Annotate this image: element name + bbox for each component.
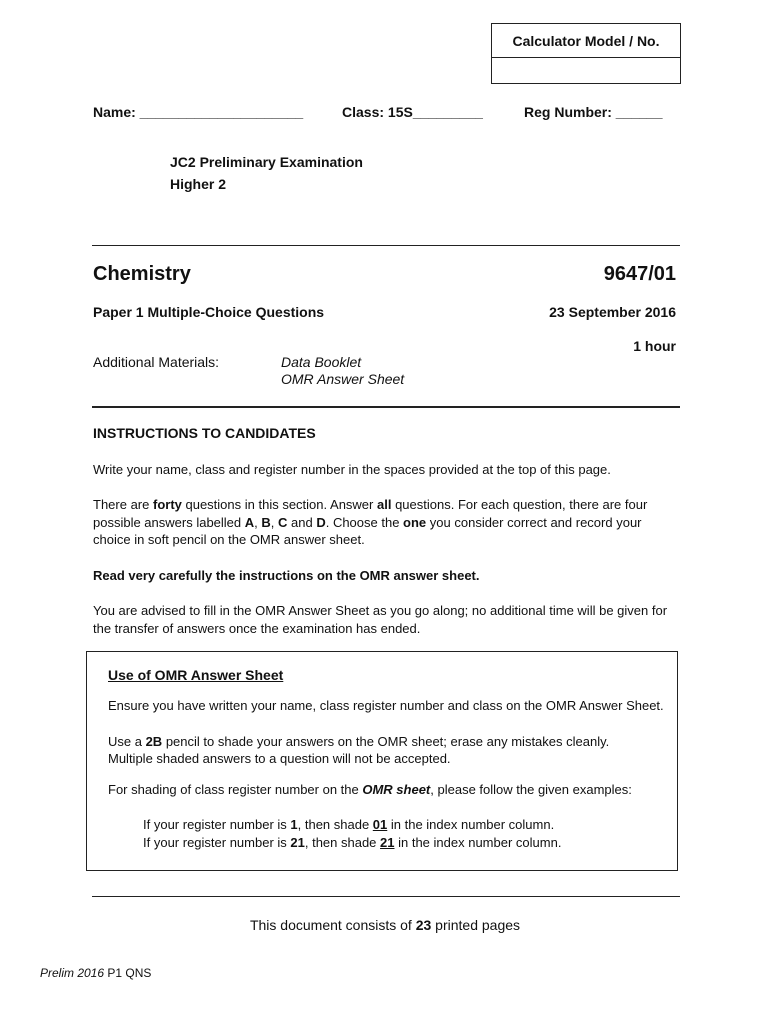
name-field: Name: _____________________ [93,104,304,120]
exam-date: 23 September 2016 [549,304,676,320]
omr-example-1: If your register number is 1, then shade 01 in the index number column. [143,817,555,832]
subject-code: 9647/01 [603,263,676,285]
subject-name: Chemistry [93,263,191,285]
page-count: This document consists of 23 printed pages [249,917,521,933]
omr-paragraph-1: Ensure you have written your name, class register number and class on the OMR Answer Sheet. [108,698,664,713]
material-data-booklet: Data Booklet [281,354,362,370]
instruction-paragraph-3: Read very carefully the instructions on the OMR answer sheet. [93,568,480,583]
materials-label: Additional Materials: [93,354,220,370]
omr-title: Use of OMR Answer Sheet [108,667,284,683]
exam-title: JC2 Preliminary Examination [170,154,363,170]
calculator-label: Calculator Model / No. [492,24,680,58]
exam-duration: 1 hour [633,338,676,354]
footer-divider [92,896,680,897]
reg-number-field: Reg Number: ______ [524,104,663,120]
omr-paragraph-2: Use a 2B pencil to shade your answers on the OMR sheet; erase any mistakes cleanly. [108,734,610,749]
paper-title: Paper 1 Multiple-Choice Questions [93,304,325,320]
omr-example-2: If your register number is 21, then shade 21 in the index number column. [143,835,562,850]
material-omr-sheet: OMR Answer Sheet [281,371,405,387]
calculator-box [491,23,681,84]
top-divider [92,245,680,246]
omr-paragraph-4: For shading of class register number on the OMR sheet, please follow the given examples: [108,782,632,797]
class-field: Class: 15S_________ [342,104,483,120]
exam-level: Higher 2 [170,176,227,192]
instruction-paragraph-2: There are forty questions in this section. Answer all questions. For each question, there are four possible answers labelled A, B, C and D. Choose the one you consider correct and record your choice in soft pencil on the OMR answer sheet. [93,497,648,547]
instruction-paragraph-4: You are advised to fill in the OMR Answer Sheet as you go along; no additional time will be given for the transfer of answers once the examination has ended. [93,603,668,636]
instruction-paragraph-1: Write your name, class and register number in the spaces provided at the top of this page. [93,462,611,477]
document-reference: Prelim 2016 P1 QNS [40,966,152,980]
instructions-divider [92,406,680,408]
omr-paragraph-3: Multiple shaded answers to a question will not be accepted. [108,751,451,766]
instructions-heading: INSTRUCTIONS TO CANDIDATES [93,425,316,441]
